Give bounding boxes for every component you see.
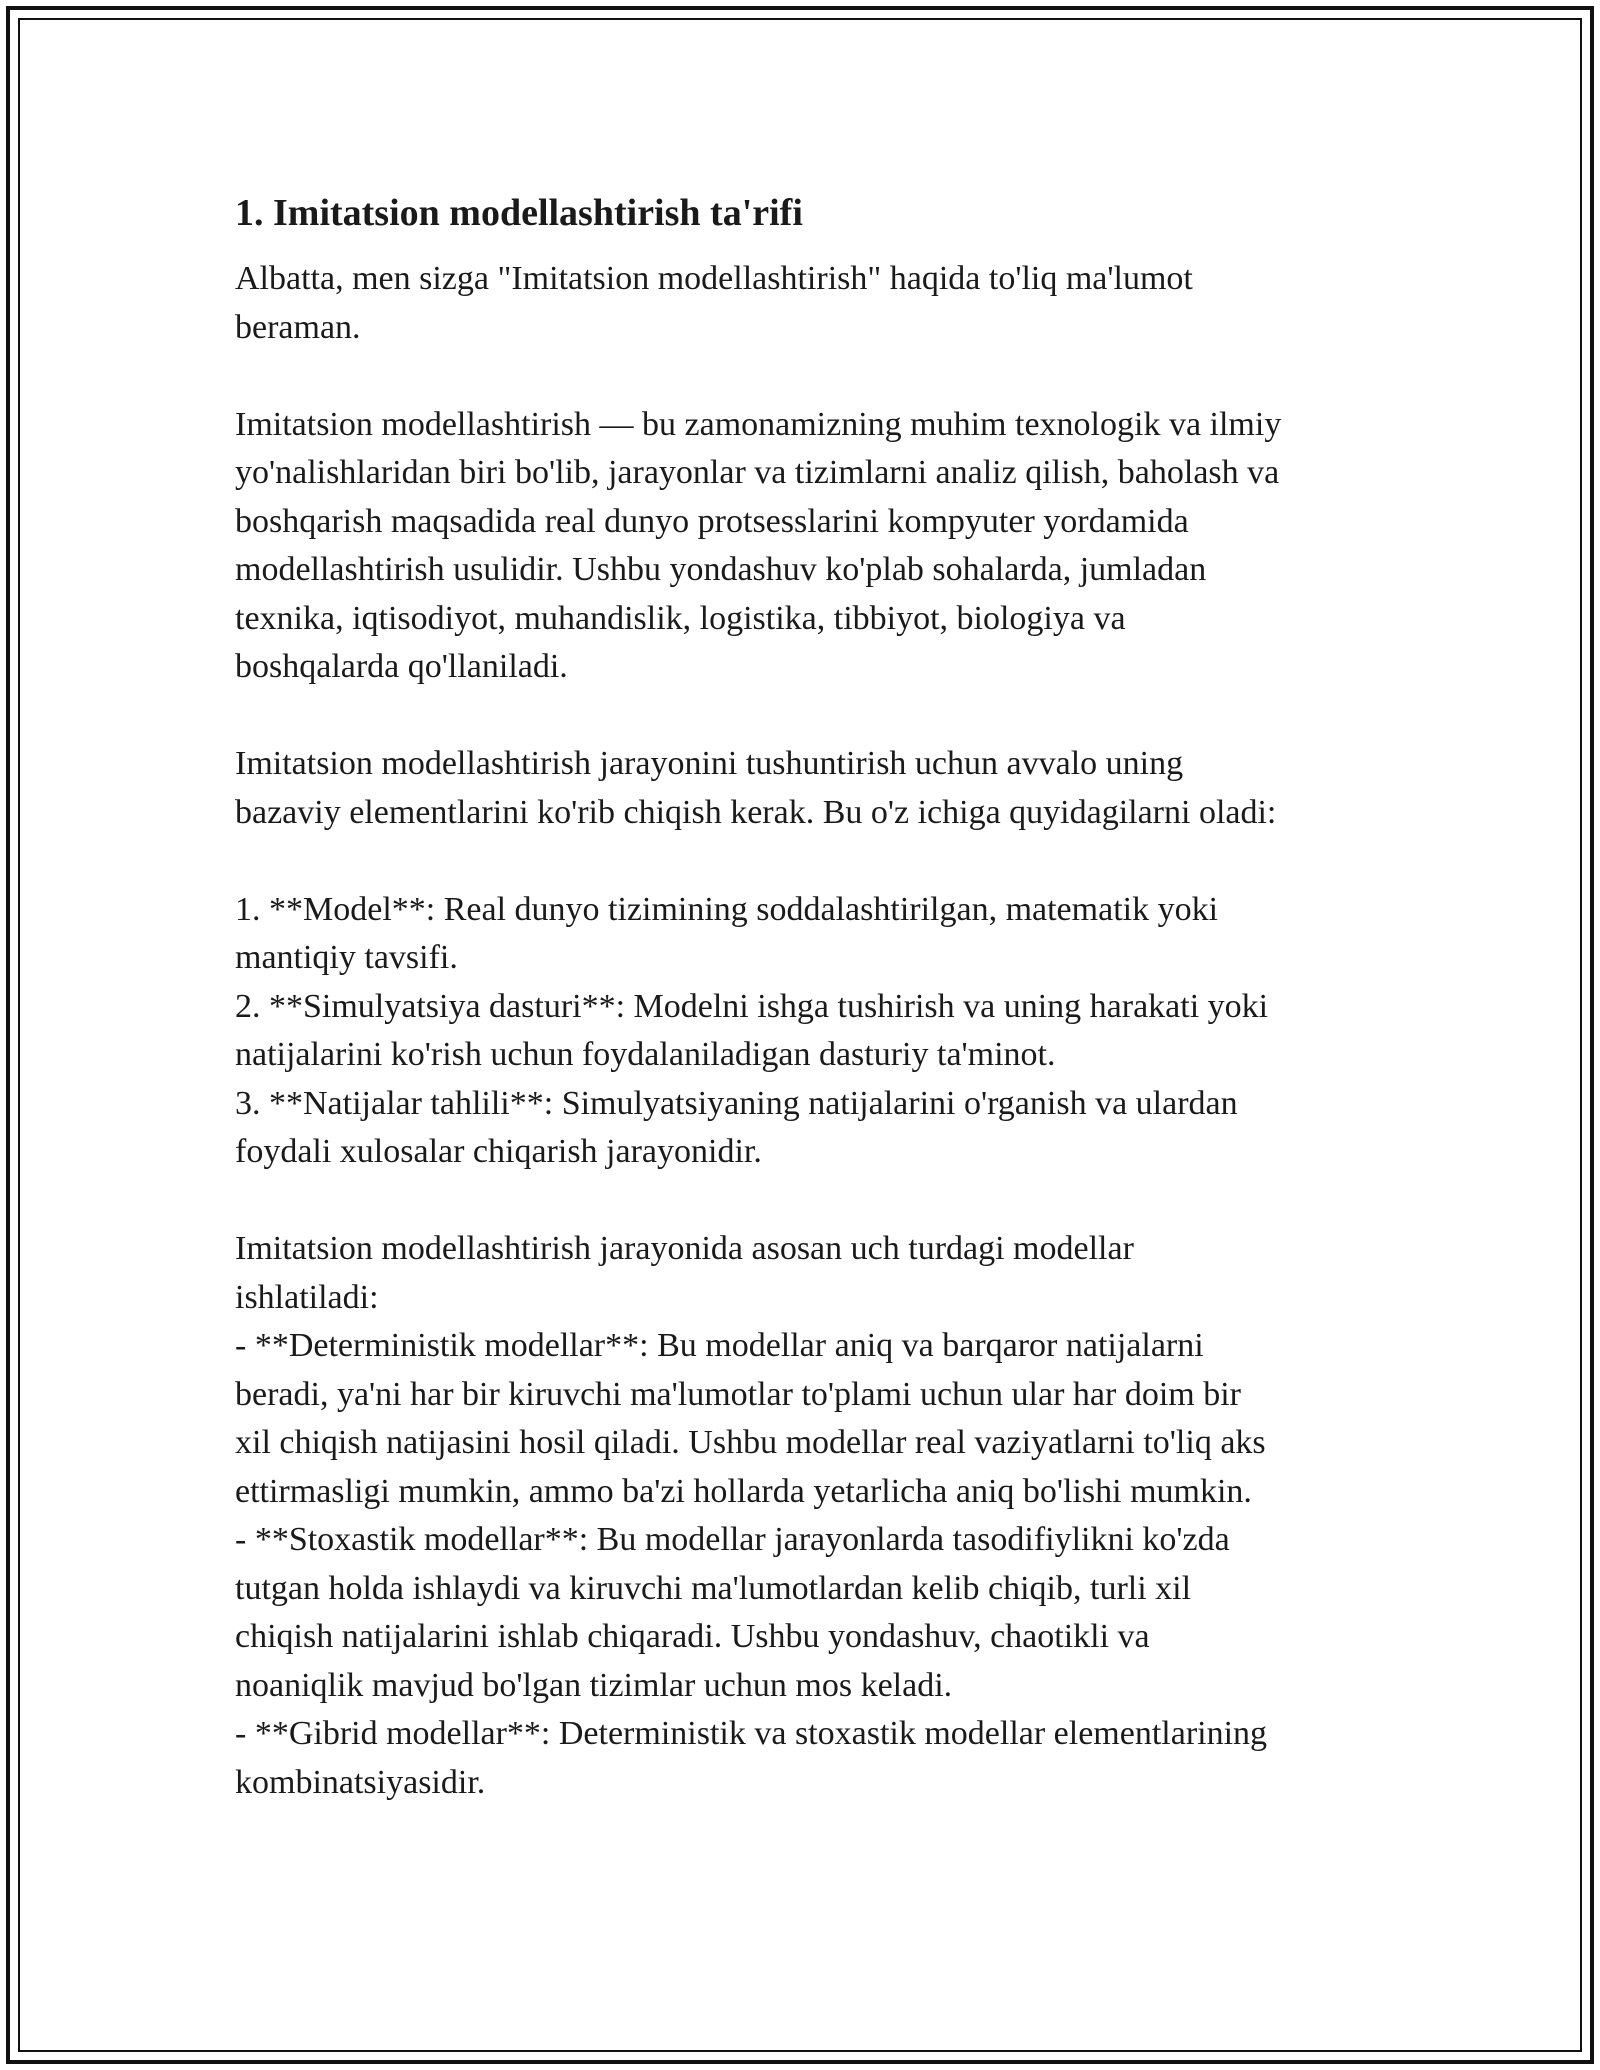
list-item-line: - **Gibrid modellar**: Deterministik va stoxastik modellar elementlarining <box>235 1715 1268 1752</box>
text-line: Imitatsion modellashtirish jarayonida asosan uch turdagi modellar <box>235 1230 1134 1267</box>
text-line: Imitatsion modellashtirish jarayonini tushuntirish uchun avvalo uning <box>235 745 1184 782</box>
elements-intro-paragraph <box>235 740 1405 837</box>
list-item-line: - **Deterministik modellar**: Bu modellar aniq va barqaror natijalarni <box>235 1327 1204 1364</box>
text-line: Albatta, men sizga "Imitatsion modellashtirish" haqida to'liq ma'lumot <box>235 260 1193 297</box>
text-line: modellashtirish usulidir. Ushbu yondashuv ko'plab sohalarda, jumladan <box>235 551 1207 588</box>
list-item-line: tutgan holda ishlaydi va kiruvchi ma'lumotlardan kelib chiqib, turli xil <box>235 1569 1192 1607</box>
list-item-line: kombinatsiyasidir. <box>235 1763 486 1801</box>
model-types-paragraph <box>235 1225 1405 1807</box>
definition-paragraph <box>235 401 1405 692</box>
list-item-line: noaniqlik mavjud bo'lgan tizimlar uchun mos keladi. <box>235 1666 953 1704</box>
list-item-line: foydali xulosalar chiqarish jarayonidir. <box>235 1133 762 1170</box>
paragraph-gap <box>235 352 1405 401</box>
text-line: boshqarish maqsadida real dunyo protsesslarini kompyuter yordamida <box>235 502 1189 540</box>
intro-paragraph <box>235 255 1405 352</box>
paragraph-gap <box>235 837 1405 886</box>
numbered-list <box>235 886 1405 1177</box>
list-item-line: natijalarini ko'rish uchun foydalaniladigan dasturiy ta'minot. <box>235 1036 1056 1073</box>
list-item-line: 3. **Natijalar tahlili**: Simulyatsiyaning natijalarini o'rganish va ulardan <box>235 1084 1238 1122</box>
text-line: boshqalarda qo'llaniladi. <box>235 648 568 685</box>
document-page <box>235 185 1405 1807</box>
list-item-line: chiqish natijalarini ishlab chiqaradi. Ushbu yondashuv, chaotikli va <box>235 1618 1150 1655</box>
list-item-line: - **Stoxastik modellar**: Bu modellar jarayonlarda tasodifiylikni ko'zda <box>235 1521 1230 1558</box>
list-item-line: mantiqiy tavsifi. <box>235 939 458 976</box>
section-heading: 1. Imitatsion modellashtirish ta'rifi <box>235 192 803 234</box>
text-line: bazaviy elementlarini ko'rib chiqish kerak. Bu o'z ichiga quyidagilarni oladi: <box>235 793 1277 831</box>
text-line: yo'nalishlaridan biri bo'lib, jarayonlar va tizimlarni analiz qilish, baholash va <box>235 454 1280 491</box>
list-item-line: ettirmasligi mumkin, ammo ba'zi hollarda yetarlicha aniq bo'lishi mumkin. <box>235 1472 1252 1510</box>
list-item-line: xil chiqish natijasini hosil qiladi. Ushbu modellar real vaziyatlarni to'liq aks <box>235 1424 1266 1461</box>
text-line: beraman. <box>235 308 361 346</box>
text-line: ishlatiladi: <box>235 1278 379 1316</box>
list-item-line: 2. **Simulyatsiya dasturi**: Modelni ishga tushirish va uning harakati yoki <box>235 987 1269 1025</box>
list-item-line: beradi, ya'ni har bir kiruvchi ma'lumotlar to'plami uchun ular har doim bir <box>235 1375 1241 1413</box>
paragraph-gap <box>235 1177 1405 1226</box>
list-item-line: 1. **Model**: Real dunyo tizimining soddalashtirilgan, matematik yoki <box>235 890 1219 928</box>
paragraph-gap <box>235 692 1405 741</box>
text-line: Imitatsion modellashtirish — bu zamonamizning muhim texnologik va ilmiy <box>235 405 1282 443</box>
text-line: texnika, iqtisodiyot, muhandislik, logistika, tibbiyot, biologiya va <box>235 599 1126 637</box>
